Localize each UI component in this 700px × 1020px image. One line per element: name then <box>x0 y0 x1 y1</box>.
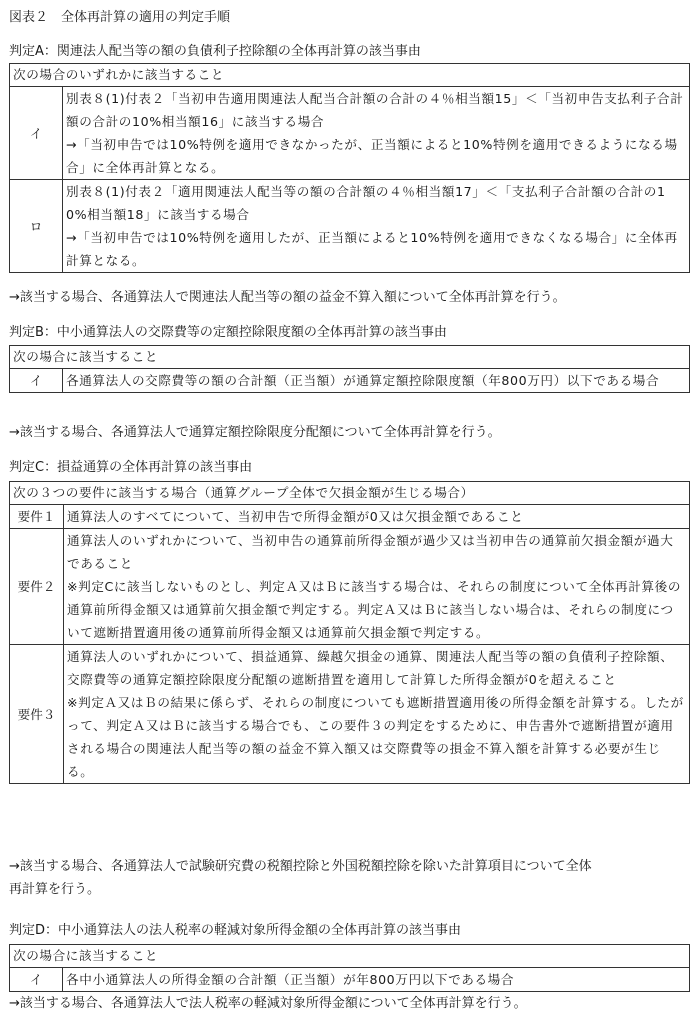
section-b-heading: 判定B：中小通算法人の交際費等の定額控除限度額の全体再計算の該当事由 <box>9 325 447 340</box>
row-note-text: ※判定Cに該当しないものとし、判定Ａ又はＢに該当する場合は、それらの制度について全体再計算後の通算前所得金額又は通算前欠損金額で判定する。判定Ａ又はＢに該当しない場合は、それらの制度について遮断措置適用後の通算前所得金額又は通算前欠損金額で判定する。 <box>67 579 682 640</box>
row-content <box>64 505 690 529</box>
row-content <box>63 180 690 273</box>
row-content <box>64 645 690 784</box>
row-condition-text: 別表８(1)付表２「適用関連法人配当等の額の合計額の４％相当額17」＜「支払利子合計額の合計の10%相当額18」に該当する場合 <box>66 184 666 222</box>
row-result-text: →「当初申告では10%特例を適用したが、正当額によると10%特例を適用できなくなる場合」に全体再計算となる。 <box>66 230 678 268</box>
row-condition-text: 通算法人のいずれかについて、損益通算、繰越欠損金の通算、関連法人配当等の額の負債利子控除額、交際費等の通算定額控除限度分配額の遮断措置を適用して計算した所得金額が0を超えること <box>67 649 674 687</box>
table-row <box>10 505 690 529</box>
row-content <box>63 87 690 180</box>
section-a-table-header-row <box>10 64 690 87</box>
section-c-conclusion-line1: →該当する場合、各通算法人で試験研究費の税額控除と外国税額控除を除いた計算項目について全体 <box>9 859 592 874</box>
section-a-table-header: 次の場合のいずれかに該当すること <box>10 64 690 87</box>
section-c-conclusion-line2: 再計算を行う。 <box>9 882 101 897</box>
section-b-table-header-row <box>10 346 690 369</box>
table-row <box>10 645 690 784</box>
section-a-table <box>9 63 690 273</box>
row-content <box>63 968 690 992</box>
section-d-table <box>9 944 690 992</box>
row-label: イ <box>10 369 63 393</box>
section-b-table-header: 次の場合に該当すること <box>10 346 690 369</box>
table-row <box>10 369 690 393</box>
row-label: イ <box>10 968 63 992</box>
row-label: 要件１ <box>10 505 64 529</box>
section-b-conclusion: →該当する場合、各通算法人で通算定額控除限度分配額について全体再計算を行う。 <box>9 425 501 440</box>
row-note-text: ※判定Ａ又はＢの結果に係らず、それらの制度についても遮断措置適用後の所得金額を計算する。したがって、判定Ａ又はＢに該当する場合でも、この要件３の判定をするために、申告書外で遮断措置が適用される場合の関連法人配当等の額の益金不算入額又は交際費等の損金不算入額を計算する必要が生じる。 <box>67 695 684 779</box>
table-row <box>10 968 690 992</box>
row-content <box>63 369 690 393</box>
figure-title: 図表２ 全体再計算の適用の判定手順 <box>9 10 231 25</box>
table-row <box>10 529 690 645</box>
row-label: 要件２ <box>10 529 64 645</box>
row-condition-text: 通算法人のいずれかについて、当初申告の通算前所得金額が過少又は当初申告の通算前欠損金額が過大であること <box>67 533 674 571</box>
row-label: イ <box>10 87 63 180</box>
section-c-heading: 判定C：損益通算の全体再計算の該当事由 <box>9 460 253 475</box>
section-d-heading: 判定D：中小通算法人の法人税率の軽減対象所得金額の全体再計算の該当事由 <box>9 923 462 938</box>
row-condition-text: 各通算法人の交際費等の額の合計額（正当額）が通算定額控除限度額（年800万円）以下である場合 <box>66 373 660 388</box>
section-d-table-header-row <box>10 945 690 968</box>
row-label: ロ <box>10 180 63 273</box>
section-c-table-header-row <box>10 482 690 505</box>
row-content <box>64 529 690 645</box>
table-row <box>10 180 690 273</box>
section-c-table-header: 次の３つの要件に該当する場合（通算グループ全体で欠損金額が生じる場合） <box>10 482 690 505</box>
section-d-conclusion: →該当する場合、各通算法人で法人税率の軽減対象所得金額について全体再計算を行う。 <box>9 996 527 1011</box>
row-condition-text: 各中小通算法人の所得金額の合計額（正当額）が年800万円以下である場合 <box>66 972 515 987</box>
row-label: 要件３ <box>10 645 64 784</box>
section-b-table <box>9 345 690 393</box>
section-a-conclusion: →該当する場合、各通算法人で関連法人配当等の額の益金不算入額について全体再計算を行う。 <box>9 290 566 305</box>
section-a-heading: 判定A：関連法人配当等の額の負債利子控除額の全体再計算の該当事由 <box>9 44 421 59</box>
table-row <box>10 87 690 180</box>
section-d-table-header: 次の場合に該当すること <box>10 945 690 968</box>
row-result-text: →「当初申告では10%特例を適用できなかったが、正当額によると10%特例を適用できるようになる場合」に全体再計算となる。 <box>66 137 678 175</box>
row-condition-text: 通算法人のすべてについて、当初申告で所得金額が0又は欠損金額であること <box>67 509 524 524</box>
section-c-table <box>9 481 690 784</box>
row-condition-text: 別表８(1)付表２「当初申告適用関連法人配当合計額の合計の４％相当額15」＜「当初申告支払利子合計額の合計の10%相当額16」に該当する場合 <box>66 91 684 129</box>
